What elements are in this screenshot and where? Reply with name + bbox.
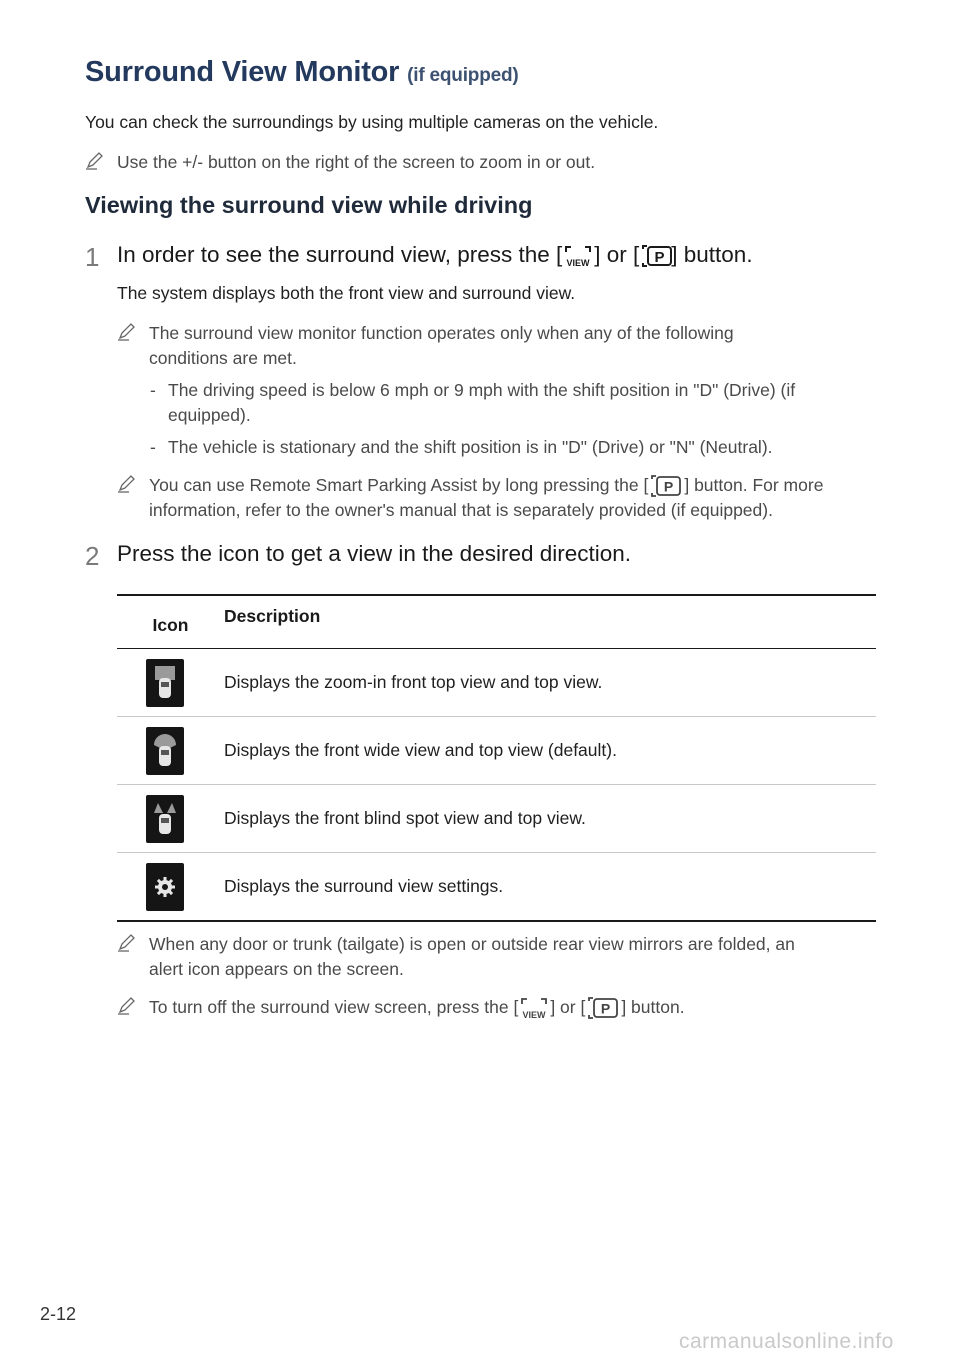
section-heading: Viewing the surround view while driving [85, 192, 533, 218]
parking-button-label: P [664, 478, 674, 495]
parking-button-label: P [654, 249, 665, 267]
page-title [85, 56, 519, 89]
step-text-part: ] or [ [594, 242, 640, 267]
row-description: Displays the front wide view and top view (default). [224, 717, 876, 785]
header-description: Description [224, 595, 876, 649]
step-text-part: ] button. [671, 242, 753, 267]
view-button-icon [519, 996, 549, 1020]
pen-note-icon [85, 150, 105, 170]
settings-gear-icon[interactable] [146, 863, 184, 911]
condition-item [150, 435, 868, 460]
note-door-line2: alert icon appears on the screen. [149, 959, 404, 979]
title-suffix: (if equipped) [407, 65, 519, 86]
note-text-part: ] button. [621, 997, 685, 1017]
table-row [117, 649, 876, 717]
zoom-front-top-view-icon[interactable] [146, 659, 184, 707]
pen-note-icon [117, 932, 137, 952]
table-row [117, 717, 876, 785]
table-row [117, 853, 876, 922]
condition-item [150, 378, 868, 428]
step-text: Press the icon to get a view in the desired direction. [117, 541, 632, 566]
note-turn-off [149, 995, 879, 1020]
note-zoom-text: Use the +/- button on the right of the screen to zoom in or out. [117, 152, 596, 172]
step-text-part: In order to see the surround view, press the [ [117, 242, 563, 267]
front-blind-spot-view-icon[interactable] [146, 795, 184, 843]
note-text-part: ] button. For more [684, 475, 824, 495]
note-text-part: You can use Remote Smart Parking Assist by long pressing the [ [149, 475, 649, 495]
intro-text: You can check the surroundings by using multiple cameras on the vehicle. [85, 112, 659, 132]
note-rspa-line1 [149, 473, 879, 498]
condition-2-text: The vehicle is stationary and the shift position is in "D" (Drive) or "N" (Neutral). [168, 437, 773, 457]
pen-note-icon [117, 473, 137, 493]
condition-1-line1: The driving speed is below 6 mph or 9 mph with the shift position in "D" (Drive) (if [168, 380, 796, 400]
note-text-part: To turn off the surround view screen, press the [ [149, 997, 519, 1017]
step-number: 1 [85, 242, 100, 272]
pen-note-icon [117, 321, 137, 341]
table-header-row [117, 595, 876, 649]
watermark: carmanualsonline.info [679, 1330, 894, 1353]
title-text: Surround View Monitor [85, 56, 400, 88]
row-description: Displays the zoom-in front top view and top view. [224, 649, 876, 717]
row-description: Displays the front blind spot view and top view. [224, 785, 876, 853]
step-text [117, 242, 753, 268]
note-turn-off-line [149, 995, 879, 1020]
note-conditions-line1: The surround view monitor function operates only when any of the following [149, 323, 734, 343]
note-rspa [149, 473, 879, 523]
header-icon: Icon [117, 595, 224, 649]
front-wide-view-icon[interactable] [146, 727, 184, 775]
pen-note-icon [117, 995, 137, 1015]
note-zoom [117, 150, 595, 175]
view-button-label: VIEW [522, 1010, 546, 1021]
condition-1-line2: equipped). [168, 405, 251, 425]
note-text-part: ] or [ [550, 997, 586, 1017]
dash-bullet: - [150, 380, 156, 400]
dash-bullet: - [150, 437, 156, 457]
parking-button-icon [649, 475, 683, 497]
icon-description-table [117, 594, 876, 922]
view-button-label: VIEW [566, 258, 590, 269]
note-door-line1: When any door or trunk (tailgate) is open or outside rear view mirrors are folded, an [149, 934, 795, 954]
parking-button-icon [586, 997, 620, 1019]
note-conditions-line2: conditions are met. [149, 348, 297, 368]
note-door-alert [149, 932, 879, 982]
note-conditions [149, 321, 869, 371]
view-button-icon [563, 244, 593, 268]
row-description: Displays the surround view settings. [224, 853, 876, 922]
step-1-body: The system displays both the front view and surround view. [117, 283, 576, 303]
note-rspa-line2: information, refer to the owner's manual that is separately provided (if equipped). [149, 500, 773, 520]
parking-button-label: P [601, 1000, 611, 1017]
page-number: 2-12 [40, 1304, 77, 1324]
parking-button-icon [640, 244, 670, 268]
step-number: 2 [85, 541, 100, 571]
table-row [117, 785, 876, 853]
